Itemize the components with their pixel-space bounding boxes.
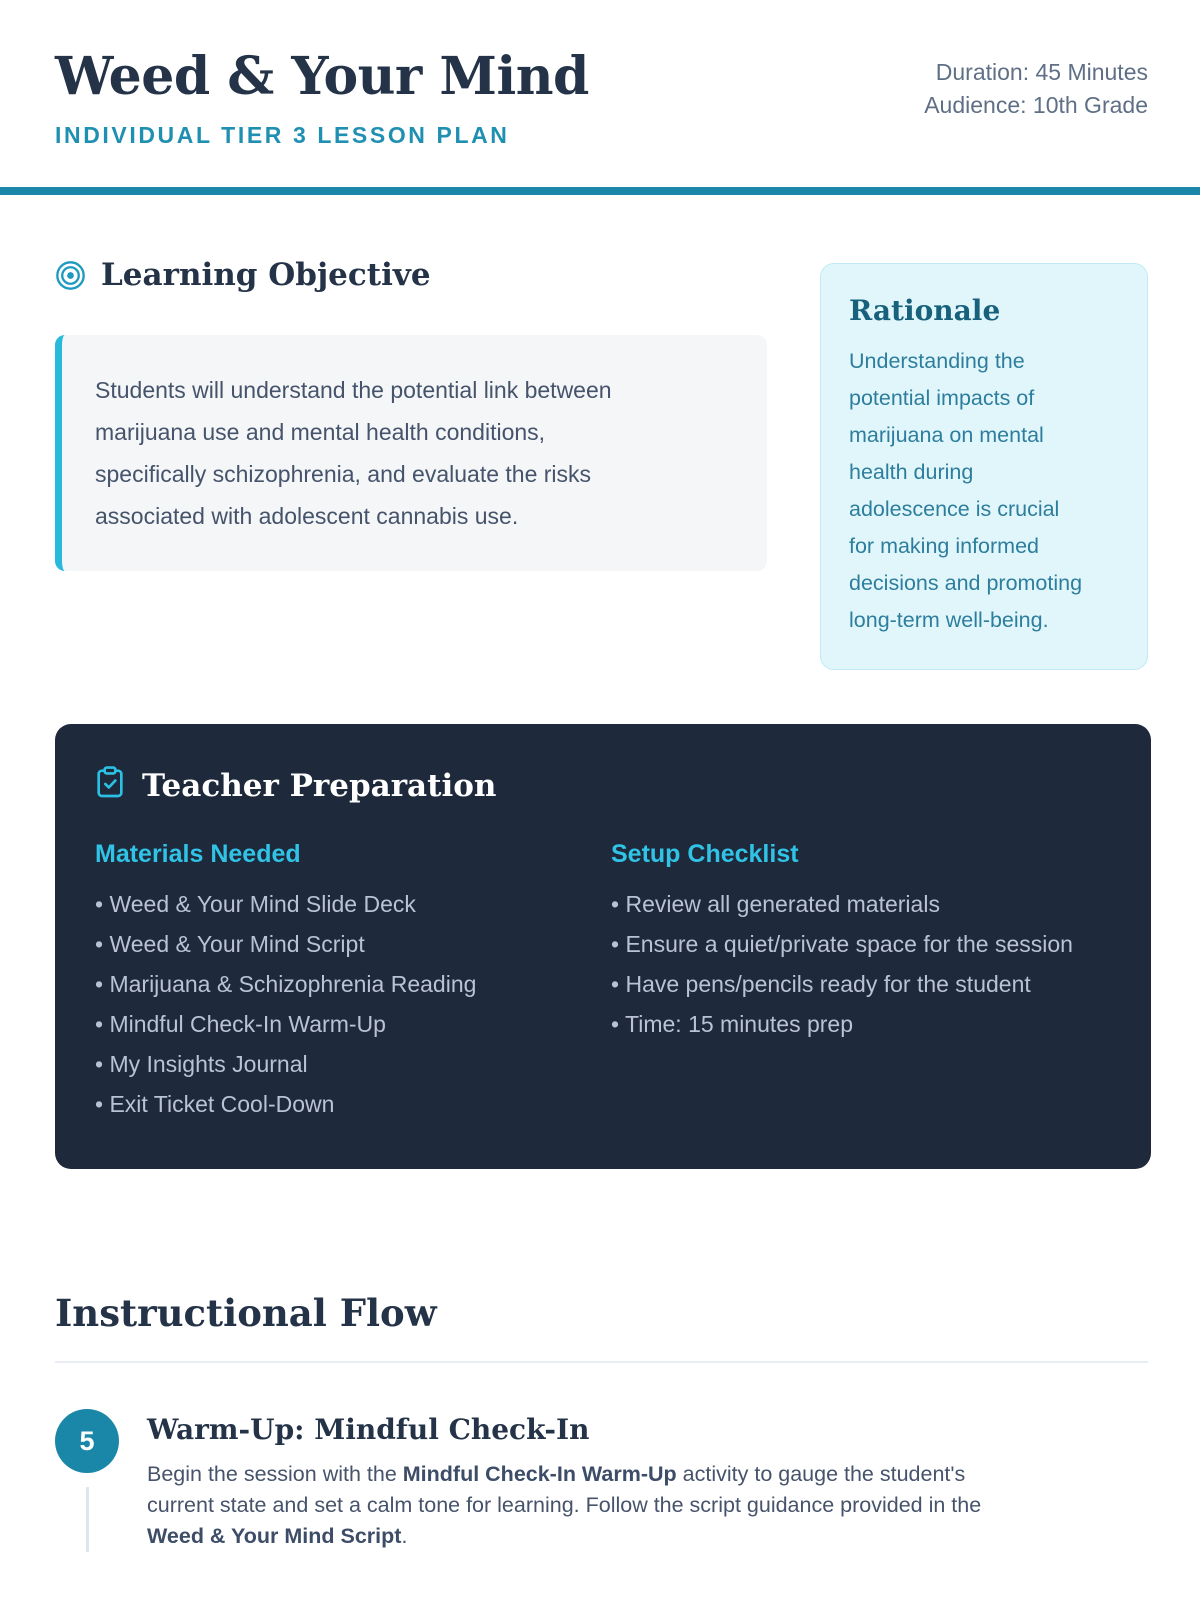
page-title: Weed & Your Mind — [55, 46, 589, 107]
preparation-columns — [95, 840, 1111, 1129]
rationale-heading: Rationale — [849, 294, 1001, 328]
learning-objective-section — [55, 257, 767, 571]
header-meta — [924, 56, 1148, 122]
duration-text: Duration: 45 Minutes — [935, 59, 1148, 85]
setup-checklist-column — [611, 840, 1111, 1129]
list-item: • Weed & Your Mind Script — [95, 929, 567, 960]
list-item: • Weed & Your Mind Slide Deck — [95, 889, 567, 920]
list-item: • Marijuana & Schizophrenia Reading — [95, 969, 567, 1000]
step-description: Begin the session with the Mindful Check-In Warm-Up activity to gauge the student's current state and set a calm tone for learning. Follow the script guidance provided in the Weed & Your Mind Script. — [147, 1462, 982, 1549]
clipboard-check-icon — [95, 766, 125, 806]
setup-checklist-list — [611, 889, 1083, 1040]
page-subtitle: INDIVIDUAL TIER 3 LESSON PLAN — [55, 122, 510, 149]
step-connector-line — [86, 1487, 89, 1552]
step-rail — [55, 1409, 119, 1552]
learning-objective-heading-text: Learning Objective — [101, 257, 431, 294]
learning-objective-heading — [55, 257, 767, 293]
list-item: • Review all generated materials — [611, 889, 1083, 920]
audience-text: Audience: 10th Grade — [924, 92, 1148, 118]
list-item: • My Insights Journal — [95, 1049, 567, 1080]
objective-quote-box — [55, 335, 767, 571]
step-number-badge: 5 — [55, 1409, 119, 1473]
header-divider-bar — [0, 187, 1200, 195]
header — [55, 48, 1148, 149]
materials-needed-list — [95, 889, 567, 1120]
list-item: • Mindful Check-In Warm-Up — [95, 1009, 567, 1040]
teacher-preparation-heading-text: Teacher Preparation — [142, 768, 497, 805]
rationale-text: Understanding the potential impacts of marijuana on mental health during adolescence is crucial for making informed decisions and promoting long-term well-being. — [849, 349, 1083, 633]
list-item: • Exit Ticket Cool-Down — [95, 1089, 567, 1120]
step-title: Warm-Up: Mindful Check-In — [147, 1413, 590, 1447]
teacher-preparation-heading — [95, 766, 1111, 806]
target-icon — [55, 260, 86, 291]
list-item: • Ensure a quiet/private space for the session — [611, 929, 1083, 960]
materials-needed-heading: Materials Needed — [95, 840, 301, 869]
objective-rationale-row — [55, 257, 1148, 670]
setup-checklist-heading: Setup Checklist — [611, 840, 799, 869]
materials-needed-column — [95, 840, 571, 1129]
list-item: • Have pens/pencils ready for the student — [611, 969, 1083, 1000]
section-divider — [55, 1361, 1148, 1363]
flow-step — [55, 1409, 1148, 1552]
header-titles — [55, 48, 589, 149]
rationale-card — [820, 263, 1148, 670]
instructional-flow-heading: Instructional Flow — [55, 1291, 437, 1336]
objective-text: Students will understand the potential link between marijuana use and mental health conditions, specifically schizophrenia, and evaluate the risks associated with adolescent cannabis use. — [95, 377, 612, 530]
step-content — [147, 1409, 981, 1552]
list-item: • Time: 15 minutes prep — [611, 1009, 1083, 1040]
instructional-flow-section — [55, 1291, 1148, 1552]
teacher-preparation-card — [55, 724, 1151, 1169]
